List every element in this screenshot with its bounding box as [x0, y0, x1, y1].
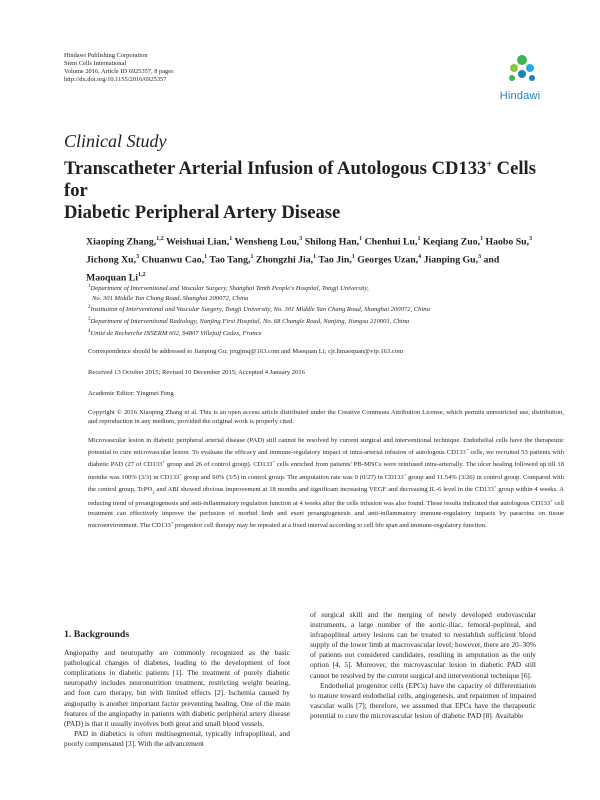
plus-sup: + [403, 471, 407, 477]
affiliation-text: Department of Interventional and Vascular Surgery, Shanghai Tenth People's Hospital, Tongji University, [90, 285, 369, 293]
affiliation-number: 3 [88, 317, 91, 323]
author-affiliation-ref: 1,2 [138, 271, 146, 278]
paragraph: Endothelial progenitor cells (EPCs) have the capacity of differentiation to mature toward endothelial cells, angiogenesis, and repairmen of impaired vascular walls [7]; therefore, we assumed that EPCs have the therapeutic potential to cure the microvascular lesion of diabetic PAD [8]. Available [310, 680, 536, 720]
author-name: Wensheng Lou, [232, 236, 300, 248]
author-affiliation-ref: 4 [418, 253, 422, 260]
plus-sup: + [170, 519, 174, 525]
author-name: Jichong Xu, [86, 254, 137, 266]
author-name: and Maoquan Li [86, 254, 500, 283]
journal-name: Stem Cells International [64, 59, 127, 67]
author-name: Xiaoping Zhang, [86, 236, 157, 248]
author-name: Georges Uzan, [354, 254, 419, 266]
author-name: Chuanwu Cao, [139, 254, 205, 266]
title-line1-end: Cells for [64, 158, 536, 202]
author-name: Weishuai Lian, [163, 236, 230, 248]
affiliation-number: 1 [88, 284, 91, 289]
correspondence: Correspondence should be addressed to Jianping Gu; jrxgjmq@163.com and Maoquan Li; cjr.limaoquan@vip.163.com [88, 348, 404, 355]
affiliation-text: No. 301 Middle Yan Chang Road, Shanghai 200072, China [92, 294, 249, 302]
author-affiliation-ref: 1 [359, 236, 363, 242]
abstract [88, 436, 564, 530]
affiliation-number: 4 [88, 328, 91, 334]
author-affiliation-ref: 1 [250, 253, 254, 260]
author-affiliation-ref: 1 [229, 236, 233, 242]
author-affiliation-ref: 3 [478, 253, 482, 260]
affiliation-text: Department of Interventional Radiology, Nanjing First Hospital, No. 68 Changle Road, Nanjing, Jiangsu 210001, China [90, 318, 410, 326]
abstract-text: group and 26 of control group). CD133 [164, 461, 273, 469]
author-affiliation-ref: 1,2 [156, 236, 164, 242]
abstract-text: Microvascular lesion in diabetic peripheral arterial disease (PAD) still cannot be resolved by current surgical and interventional technique. Endothelial cells have the therapeutic potential to cure microvascular lesion. To evaluate the efficacy and immune-regulatory impact of intra-arterial infusion of autologous CD133 [88, 437, 564, 457]
author-name: Tao Tang, [207, 254, 251, 266]
abstract-text: cells enriched from patients' PB-MNCs were reinfused intra-arterially. The ulcer healing followed up till 18 months was 100% (3/3) in CD133 [88, 461, 564, 481]
author-name: Zhongzhi Jia, [253, 254, 314, 266]
title-sup: + [486, 159, 493, 170]
abstract-text: group within 4 weeks. A reducing trend of proangiogenesis and anti-inflammatory regulation function at 4 weeks after the cells infusion was also found. These results indicated that autologous CD133 [88, 485, 564, 508]
article-title [64, 154, 564, 224]
affiliation [88, 327, 558, 339]
paragraph: of surgical skill and the merging of newly developed endovascular instruments, a large number of the aortic-iliac, femoral-popliteal, and infrapopliteal artery lesions can be treated to reestablish sufficient blood supply of the lower limb at macrovascular level; however, there are 20–30% of patients not considered candidates, resulting in amputation as the only option [4, 5]. Moreover, the microvascular lesion in diabetic PAD still cannot be resolved by the current surgical and interventional technique [6]. [310, 610, 536, 680]
author-name: Shilong Han, [302, 236, 360, 248]
author-name: Chenhui Lu, [362, 236, 418, 248]
affiliation-text: Unité de Recherche INSERM 602, 94807 Villejuif Cedex, France [90, 330, 262, 338]
plus-sup: + [550, 498, 553, 504]
affiliation-number: 2 [88, 305, 91, 311]
affiliation-text: Institution of Interventional and Vascular Surgery, Tongji University, No. 301 Middle Yan Chang Road, Shanghai 200072, China [90, 306, 430, 314]
section-heading: 1. Backgrounds [64, 629, 130, 640]
paragraph: Angiopathy and neuropathy are commonly recognized as the basic pathological changes of diabetes, leading to the development of foot complications in diabetic patients [1]. The treatment of purely diabetic neuropathy includes neuronutrition treatment, restricting weight bearing, and foot care therapy, but with limited effects [2]. Ischemia caused by angiopathy is another important factor preventing healing. One of the main features of the angiopathy in patients with diabetic peripheral artery disease (PAD) is that it usually involves both great and small blood vessels. [64, 648, 290, 728]
affiliation [88, 282, 558, 303]
sub-2: 2 [152, 489, 155, 495]
author-affiliation-ref: 3 [529, 236, 533, 242]
author-name: Keqiang Zuo, [420, 236, 481, 248]
title-line1: Transcatheter Arterial Infusion of Autologous CD133 [64, 158, 487, 180]
author-affiliation-ref: 1 [480, 236, 484, 242]
author-list [86, 232, 536, 285]
plus-sup: + [162, 459, 165, 465]
affiliations [88, 282, 558, 339]
abstract-text: and ABI showed obvious improvement at 18 months and significant increasing VEGF and decreasing IL-6 level in the CD133 [154, 485, 494, 493]
academic-editor: Academic Editor: Yingmei Feng [88, 390, 174, 397]
plus-sup: + [465, 447, 469, 453]
volume-info: Volume 2016, Article ID 6925357, 8 pages [64, 67, 174, 75]
plus-sup: + [179, 471, 182, 477]
article-type: Clinical Study [64, 131, 167, 151]
abstract-text: group and 60% (3/5) in control group. The amputation rate was 0 (0/27) in CD133 [181, 473, 404, 481]
author-affiliation-ref: 1 [313, 253, 317, 260]
publisher: Hindawi Publishing Corporation [64, 52, 148, 59]
paragraph: PAD in diabetics is often multisegmental, typically infrapopliteal, and poorly compensated [3]. With the advancement [64, 728, 290, 748]
author-name: Jianping Gu, [421, 254, 479, 266]
author-affiliation-ref: 3 [299, 236, 303, 242]
body-column-left [64, 630, 290, 749]
doi-link[interactable]: http://dx.doi.org/10.1155/2016/6925357 [64, 75, 167, 83]
affiliation [88, 303, 558, 315]
author-affiliation-ref: 1 [417, 236, 421, 242]
body-column-right [310, 610, 536, 721]
abstract-text: cells, we recruited 53 patients with diabetic PAD (27 of CD133 [88, 449, 564, 469]
copyright-notice: Copyright © 2016 Xiaoping Zhang et al. This is an open access article distributed under the Creative Commons Attribution License, which permits unrestricted use, distribution, and reproduction in any medium, provided the original work is properly cited. [88, 409, 564, 425]
title-line2: Diabetic Peripheral Artery Disease [64, 202, 341, 224]
plus-sup: + [493, 483, 497, 489]
author-name: Haobo Su, [483, 236, 530, 248]
journal-header [64, 52, 174, 84]
author-affiliation-ref: 1 [351, 253, 355, 260]
author-affiliation-ref: 1 [204, 253, 208, 260]
article-dates: Received 13 October 2015; Revised 10 December 2015; Accepted 4 January 2016 [88, 369, 305, 376]
affiliation [88, 315, 558, 327]
logo-text: Hindawi [499, 90, 541, 102]
author-name: Tao Jin, [316, 254, 352, 266]
abstract-text: group and 11.54% (3/26) in control group. Compared with the control group, TcPO [88, 473, 565, 493]
abstract-text: cell treatment can effectively improve the perfusion of morbid limb and exert proangiogenesis and anti-inflammatory immune-regulatory impacts by paracrine on tissue microenvironment. The CD133 [88, 500, 564, 529]
abstract-text: progenitor cell therapy may be repeated at a fixed interval according to cell life span and immune-regulatory function. [173, 521, 487, 529]
author-affiliation-ref: 3 [136, 253, 140, 260]
plus-sup: + [272, 459, 275, 465]
